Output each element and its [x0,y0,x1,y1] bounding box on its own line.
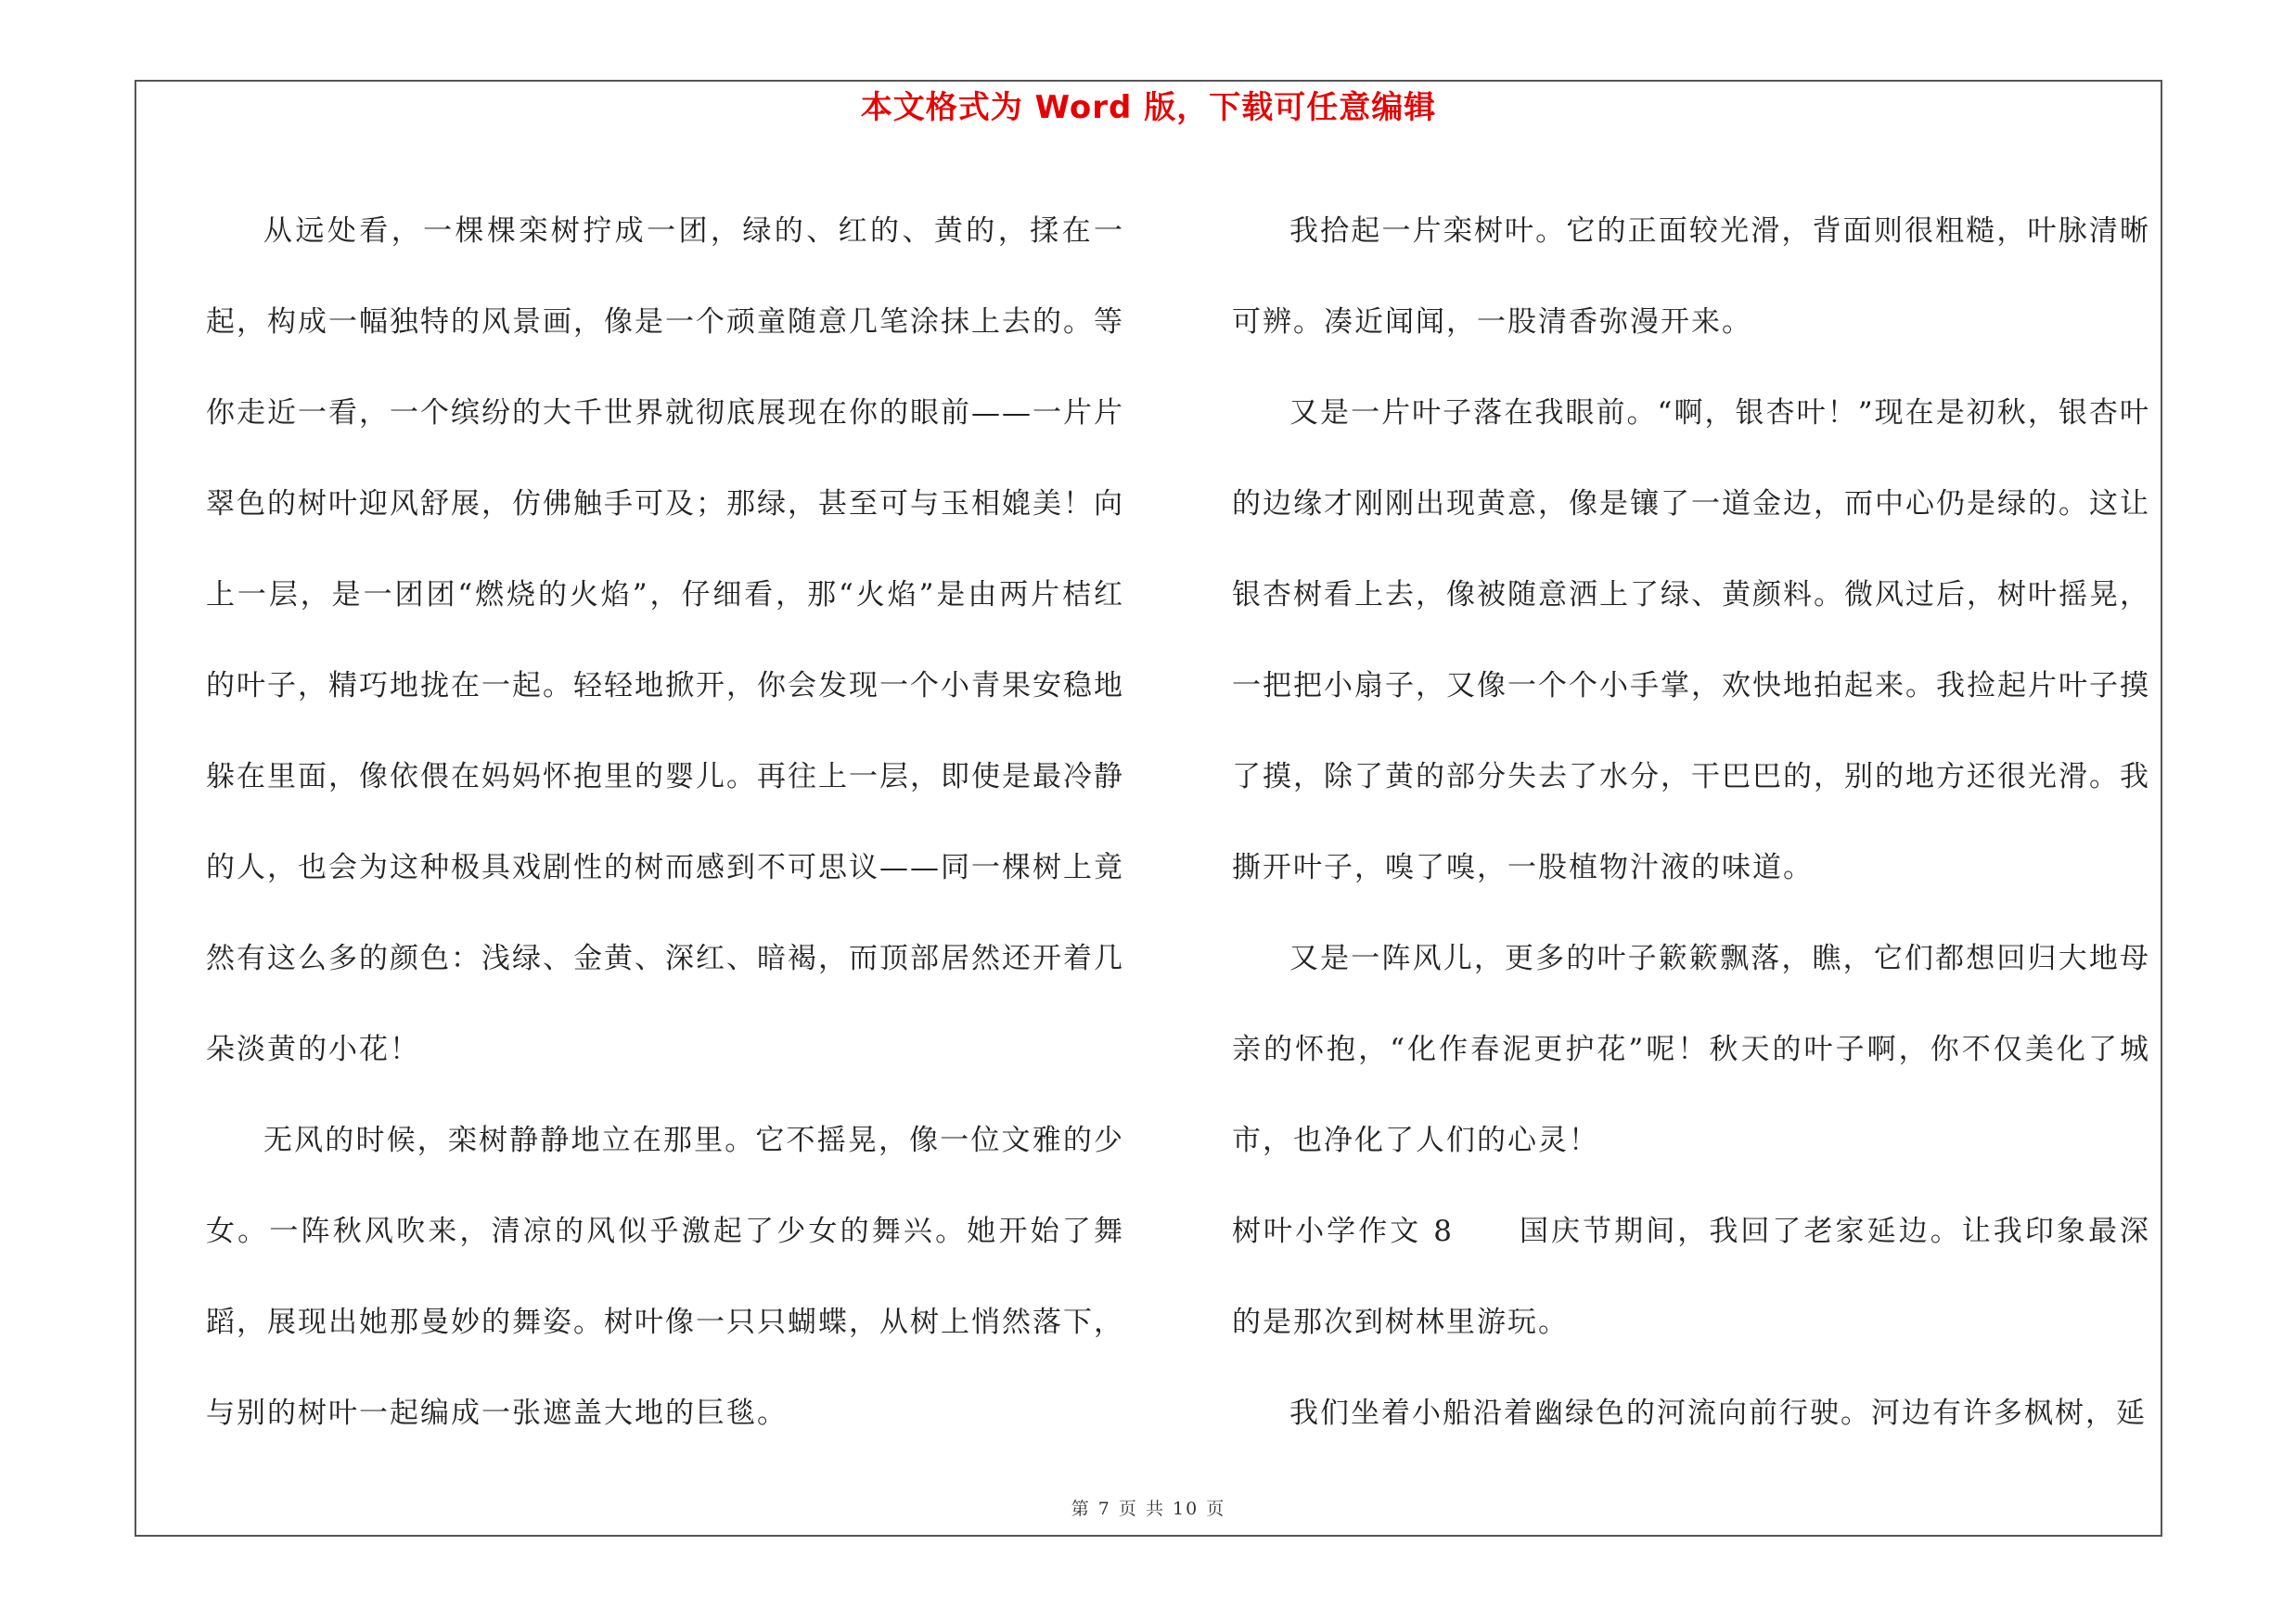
page-number: 第 7 页 共 10 页 [1071,1499,1226,1519]
header-banner: 本文格式为 Word 版，下载可任意编辑 [860,89,1437,126]
paragraph: 我们坐着小船沿着幽绿色的河流向前行驶。河边有许多枫树，延 [1289,1397,2147,1430]
paragraph: 又是一阵风儿，更多的叶子簌簌飘落，瞧，它们都想回归大地母亲的怀抱，“化作春泥更护花”呢！秋天的叶子啊，你不仅美化了城市，也净化了人们的心灵！ [1232,942,2150,1157]
paragraph: 从远处看，一棵棵栾树拧成一团，绿的、红的、黄的，揉在一起，构成一幅独特的风景画，像是一个顽童随意几笔涂抹上去的。等你走近一看，一个缤纷的大千世界就彻底展现在你的眼前——一片片翠色的树叶迎风舒展，仿佛触手可及；那绿，甚至可与玉相媲美！向上一层，是一团团“燃烧的火焰”，仔细看，那“火焰”是由两片桔红的叶子，精巧地拢在一起。轻轻地掀开，你会发现一个小青果安稳地躲在里面，像依偎在妈妈怀抱里的婴儿。再往上一层，即使是最冷静的人，也会为这种极具戏剧性的树而感到不可思议——同一棵树上竟然有这么多的颜色：浅绿、金黄、深红、暗褐，而顶部居然还开着几朵淡黄的小花！ [206,214,1124,1066]
paragraph: 又是一片叶子落在我眼前。“啊，银杏叶！”现在是初秋，银杏叶的边缘才刚刚出现黄意，像是镶了一道金边，而中心仍是绿的。这让银杏树看上去，像被随意洒上了绿、黄颜料。微风过后，树叶摇晃，一把把小扇子，又像一个个小手掌，欢快地拍起来。我捡起片叶子摸了摸，除了黄的部分失去了水分，干巴巴的，别的地方还很光滑。我撕开叶子，嗅了嗅，一股植物汁液的味道。 [1232,396,2150,884]
paragraph: 无风的时候，栾树静静地立在那里。它不摇晃，像一位文雅的少女。一阵秋风吹来，清凉的风似乎激起了少女的舞兴。她开始了舞蹈，展现出她那曼妙的舞姿。树叶像一只只蝴蝶，从树上悄然落下，与别的树叶一起编成一张遮盖大地的巨毯。 [206,1124,1124,1430]
essay-label: 树叶小学作文 8 [1232,1215,1454,1248]
essay-start-text: 国庆节期间，我回了老家延边。让我印象最深的是那次到树林里游玩。 [1232,1215,2151,1339]
essay-intro-paragraph [1232,1186,2150,1368]
left-column [206,186,1124,1459]
right-column [1232,186,2150,1459]
paragraph: 我拾起一片栾树叶。它的正面较光滑，背面则很粗糙，叶脉清晰可辨。凑近闻闻，一股清香弥漫开来。 [1232,214,2150,339]
